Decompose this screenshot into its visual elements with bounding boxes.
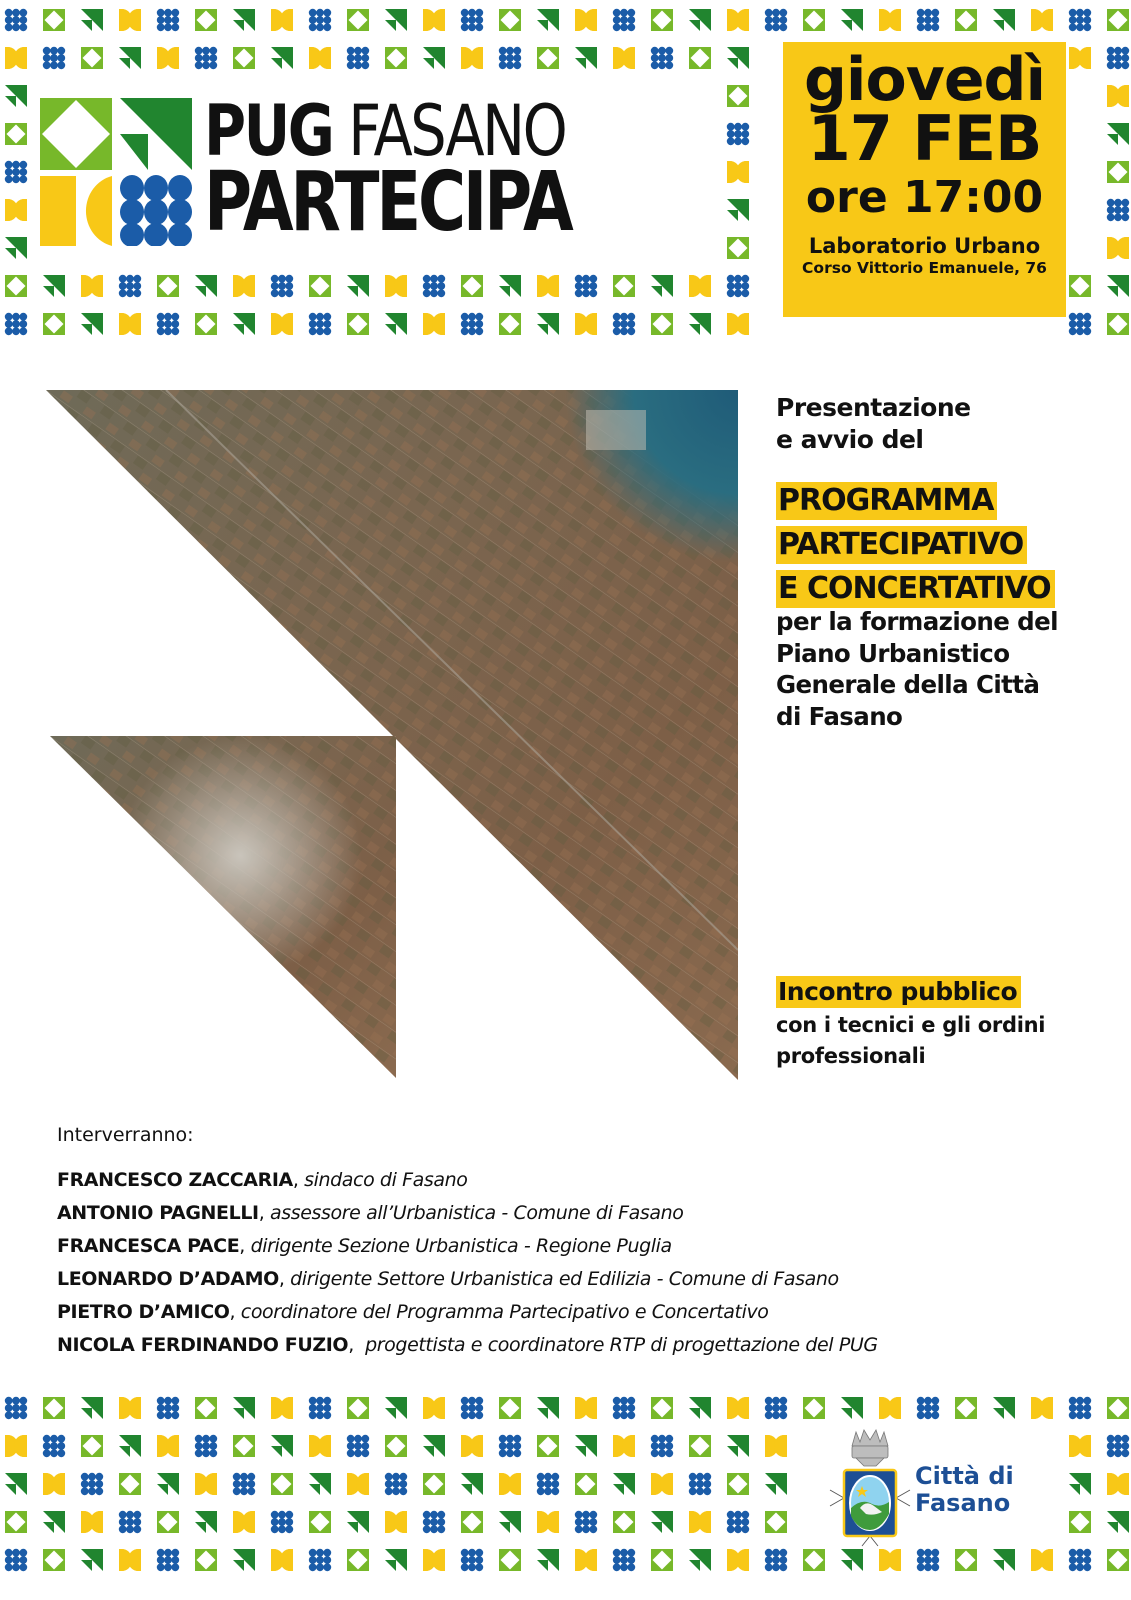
dots-tile-icon [613, 313, 635, 335]
diamond-tile-icon [1107, 9, 1129, 31]
purpose-line-3: Generale della Città [776, 670, 1040, 699]
bowtie-tile-icon [81, 275, 103, 297]
bowtie-tile-icon [499, 1473, 521, 1495]
diamond-tile-icon [43, 313, 65, 335]
dots-tile-icon [119, 275, 141, 297]
diamond-tile-icon [5, 123, 27, 145]
dots-tile-icon [157, 313, 179, 335]
diamond-tile-icon [803, 1549, 825, 1571]
triangle-tile-icon [347, 1511, 369, 1533]
dots-tile-icon [461, 1397, 483, 1419]
dots-tile-icon [5, 1397, 27, 1419]
dots-tile-icon [271, 1511, 293, 1533]
diamond-tile-icon [347, 313, 369, 335]
triangle-tile-icon [727, 199, 749, 221]
diamond-tile-icon [43, 1549, 65, 1571]
bowtie-tile-icon [233, 1511, 255, 1533]
dots-tile-icon [347, 1435, 369, 1457]
dots-tile-icon [5, 9, 27, 31]
bowtie-tile-icon [271, 313, 293, 335]
diamond-tile-icon [803, 9, 825, 31]
triangle-tile-icon [1107, 1511, 1129, 1533]
speakers-heading: Interverranno: [57, 1124, 194, 1146]
dots-tile-icon [613, 1397, 635, 1419]
dots-tile-icon [157, 1397, 179, 1419]
speakers-section [57, 1124, 878, 1362]
speaker-role: coordinatore del Programma Partecipativo e Concertativo [240, 1301, 769, 1323]
bowtie-tile-icon [423, 1397, 445, 1419]
bowtie-tile-icon [575, 9, 597, 31]
triangle-tile-icon [385, 1397, 407, 1419]
bowtie-tile-icon [1107, 237, 1129, 259]
bowtie-tile-icon [613, 47, 635, 69]
bowtie-tile-icon [309, 1435, 331, 1457]
triangle-tile-icon [689, 1397, 711, 1419]
dots-tile-icon [120, 175, 192, 246]
bowtie-tile-icon [689, 1511, 711, 1533]
triangle-tile-icon [195, 275, 217, 297]
dots-tile-icon [271, 275, 293, 297]
event-date-box [783, 42, 1066, 317]
triangle-tile-icon [233, 1549, 255, 1571]
triangle-tile-icon [81, 1549, 103, 1571]
speaker-role: sindaco di Fasano [304, 1169, 468, 1191]
diamond-tile-icon [461, 1511, 483, 1533]
diamond-tile-icon [955, 1397, 977, 1419]
diamond-tile-icon [1107, 1549, 1129, 1571]
triangle-tile-icon [157, 1473, 179, 1495]
triangle-tile-icon [5, 237, 27, 259]
dots-tile-icon [309, 1397, 331, 1419]
dots-tile-icon [613, 1549, 635, 1571]
bowtie-tile-icon [537, 1511, 559, 1533]
speaker-role: dirigente Sezione Urbanistica - Regione Puglia [250, 1235, 672, 1257]
bowtie-tile-icon [119, 1397, 141, 1419]
bowtie-tile-icon [271, 1397, 293, 1419]
dots-tile-icon [575, 1511, 597, 1533]
diamond-tile-icon [689, 47, 711, 69]
dots-tile-icon [651, 47, 673, 69]
triangle-tile-icon [993, 1549, 1015, 1571]
title-line-2: PARTECIPA [204, 155, 571, 250]
speaker-row: ANTONIO PAGNELLI, assessore all’Urbanistica - Comune di Fasano [57, 1202, 684, 1224]
triangle-tile-icon [233, 313, 255, 335]
dots-tile-icon [309, 313, 331, 335]
diamond-tile-icon [271, 1473, 293, 1495]
dots-tile-icon [1107, 47, 1129, 69]
diamond-tile-icon [157, 1511, 179, 1533]
diamond-tile-icon [613, 275, 635, 297]
bowtie-tile-icon [157, 47, 179, 69]
bowtie-tile-icon [727, 9, 749, 31]
speaker-row: LEONARDO D’ADAMO, dirigente Settore Urbanistica ed Edilizia - Comune di Fasano [57, 1268, 839, 1290]
bowtie-tile-icon [1031, 1549, 1053, 1571]
diamond-tile-icon [309, 275, 331, 297]
diamond-tile-icon [119, 1473, 141, 1495]
diamond-tile-icon [537, 47, 559, 69]
triangle-tile-icon [537, 1549, 559, 1571]
dots-tile-icon [119, 1511, 141, 1533]
diamond-tile-icon [651, 313, 673, 335]
bowtie-tile-icon [271, 1549, 293, 1571]
diamond-tile-icon [5, 1511, 27, 1533]
triangle-tile-icon [499, 275, 521, 297]
diamond-tile-icon [347, 1397, 369, 1419]
bowtie-tile-icon [575, 313, 597, 335]
bowtie-tile-icon [385, 275, 407, 297]
dots-tile-icon [765, 1397, 787, 1419]
page-title [204, 90, 662, 250]
triangle-tile-icon [537, 9, 559, 31]
speaker-row: FRANCESCA PACE, dirigente Sezione Urbanistica - Regione Puglia [57, 1235, 672, 1257]
bowtie-tile-icon [423, 313, 445, 335]
dots-tile-icon [575, 275, 597, 297]
triangle-tile-icon [1107, 275, 1129, 297]
bowtie-tile-icon [879, 1397, 901, 1419]
city-name-line-2: Fasano [915, 1489, 1011, 1517]
diamond-tile-icon [1107, 161, 1129, 183]
program-title [776, 480, 1055, 612]
title-light: FASANO [348, 90, 566, 172]
purpose-line-2: Piano Urbanistico [776, 638, 1010, 668]
diamond-tile-icon [727, 237, 749, 259]
triangle-tile-icon [81, 1397, 103, 1419]
event-date: 17 FEB [807, 102, 1042, 175]
dots-tile-icon [727, 123, 749, 145]
meeting-subtitle [776, 1010, 1045, 1072]
triangle-tile-icon [309, 1473, 331, 1495]
bowtie-tile-icon [119, 313, 141, 335]
dots-tile-icon [309, 9, 331, 31]
triangle-tile-icon [689, 1549, 711, 1571]
dots-tile-icon [917, 9, 939, 31]
triangle-tile-icon [575, 1435, 597, 1457]
city-name-line-1: Città di [915, 1462, 1014, 1490]
triangle-tile-icon [1069, 1473, 1091, 1495]
diamond-tile-icon [43, 1397, 65, 1419]
triangle-tile-icon [423, 1435, 445, 1457]
diamond-tile-icon [1069, 275, 1091, 297]
bowtie-tile-icon [157, 1435, 179, 1457]
triangle-tile-icon [423, 47, 445, 69]
triangle-tile-icon [385, 313, 407, 335]
bowtie-tile-icon [575, 1397, 597, 1419]
speaker-name: FRANCESCO ZACCARIA [57, 1169, 293, 1191]
diamond-tile-icon [233, 47, 255, 69]
speaker-row: FRANCESCO ZACCARIA, sindaco di Fasano [57, 1169, 468, 1191]
diamond-tile-icon [499, 313, 521, 335]
diamond-tile-icon [537, 1435, 559, 1457]
meeting-title-text: Incontro pubblico [776, 976, 1021, 1008]
dots-tile-icon [309, 1549, 331, 1571]
triangle-tile-icon [120, 98, 192, 170]
program-line-3: E CONCERTATIVO [776, 570, 1055, 608]
program-line-1: PROGRAMMA [776, 482, 997, 520]
dots-tile-icon [461, 1549, 483, 1571]
bowtie-tile-icon [43, 1473, 65, 1495]
dots-tile-icon [727, 1511, 749, 1533]
bowtie-tile-icon [81, 1511, 103, 1533]
bowtie-tile-icon [423, 1549, 445, 1571]
triangle-tile-icon [5, 85, 27, 107]
diamond-tile-icon [955, 9, 977, 31]
bowtie-tile-icon [309, 47, 331, 69]
diamond-tile-icon [5, 275, 27, 297]
diamond-tile-icon [195, 9, 217, 31]
diamond-tile-icon [423, 1473, 445, 1495]
dots-tile-icon [5, 161, 27, 183]
intro-text [776, 392, 971, 456]
satellite-small-triangle [50, 736, 396, 1078]
triangle-tile-icon [689, 313, 711, 335]
triangle-tile-icon [385, 9, 407, 31]
intro-line-1: Presentazione [776, 393, 971, 422]
dots-tile-icon [917, 1549, 939, 1571]
speaker-role: progettista e coordinatore RTP di progettazione del PUG [365, 1334, 878, 1356]
bowtie-tile-icon [347, 1473, 369, 1495]
bowtie-tile-icon [727, 161, 749, 183]
triangle-tile-icon [613, 1473, 635, 1495]
triangle-tile-icon [993, 1397, 1015, 1419]
dots-tile-icon [195, 47, 217, 69]
meeting-title [776, 976, 1021, 1008]
bowtie-tile-icon [461, 47, 483, 69]
dots-tile-icon [385, 1473, 407, 1495]
diamond-tile-icon [499, 1397, 521, 1419]
dots-tile-icon [5, 1549, 27, 1571]
dots-tile-icon [765, 9, 787, 31]
diamond-tile-icon [81, 1435, 103, 1457]
bowtie-tile-icon [727, 1549, 749, 1571]
dots-tile-icon [43, 1435, 65, 1457]
dots-tile-icon [651, 1435, 673, 1457]
triangle-tile-icon [385, 1549, 407, 1571]
bowtie-tile-icon [1107, 85, 1129, 107]
dots-tile-icon [157, 9, 179, 31]
program-line-2: PARTECIPATIVO [776, 526, 1027, 564]
triangle-tile-icon [119, 47, 141, 69]
meeting-line-1: con i tecnici e gli ordini [776, 1013, 1046, 1037]
triangle-tile-icon [81, 9, 103, 31]
diamond-tile-icon [1069, 1511, 1091, 1533]
triangle-tile-icon [347, 275, 369, 297]
triangle-tile-icon [537, 313, 559, 335]
dots-tile-icon [689, 1473, 711, 1495]
speaker-name: PIETRO D’AMICO [57, 1301, 230, 1323]
triangle-tile-icon [765, 1473, 787, 1495]
triangle-tile-icon [993, 9, 1015, 31]
triangle-tile-icon [537, 1397, 559, 1419]
diamond-tile-icon [195, 1397, 217, 1419]
bowtie-tile-icon [195, 1473, 217, 1495]
dots-tile-icon [1069, 9, 1091, 31]
dots-tile-icon [157, 1549, 179, 1571]
dots-tile-icon [613, 9, 635, 31]
dots-tile-icon [1107, 1435, 1129, 1457]
dots-tile-icon [499, 1435, 521, 1457]
bowtie-tile-icon [233, 275, 255, 297]
dots-tile-icon [195, 1435, 217, 1457]
diamond-tile-icon [385, 1435, 407, 1457]
diamond-tile-icon [43, 9, 65, 31]
triangle-tile-icon [727, 47, 749, 69]
dots-tile-icon [1069, 313, 1091, 335]
triangle-tile-icon [233, 9, 255, 31]
bowtie-tile-icon [879, 9, 901, 31]
bowtie-tile-icon [5, 47, 27, 69]
bowtie-tile-icon [537, 275, 559, 297]
event-venue: Laboratorio Urbano [808, 234, 1041, 258]
triangle-tile-icon [271, 47, 293, 69]
triangle-tile-icon [5, 1473, 27, 1495]
bowtie-tile-icon [1069, 1435, 1091, 1457]
diamond-tile-icon [157, 275, 179, 297]
title-bold: PUG [204, 90, 333, 172]
diamond-tile-icon [461, 275, 483, 297]
diamond-tile-icon [385, 47, 407, 69]
bowtie-tile-icon [1107, 1473, 1129, 1495]
dots-tile-icon [423, 275, 445, 297]
triangle-tile-icon [43, 1511, 65, 1533]
bowtie-tile-icon [1069, 47, 1091, 69]
city-name [915, 1463, 1014, 1517]
meeting-line-2: professionali [776, 1044, 926, 1068]
diamond-tile-icon [651, 1549, 673, 1571]
diamond-tile-icon [803, 1397, 825, 1419]
bowtie-tile-icon [423, 9, 445, 31]
bowtie-tile-icon [727, 313, 749, 335]
diamond-tile-icon [727, 85, 749, 107]
speaker-role: assessore all’Urbanistica - Comune di Fasano [269, 1202, 684, 1224]
satellite-image [46, 390, 738, 1080]
dots-tile-icon [347, 47, 369, 69]
triangle-tile-icon [43, 275, 65, 297]
diamond-tile-icon [955, 1549, 977, 1571]
triangle-tile-icon [461, 1473, 483, 1495]
purpose-line-4: di Fasano [776, 701, 903, 731]
bowtie-tile-icon [765, 1435, 787, 1457]
bowtie-tile-icon [727, 1397, 749, 1419]
diamond-tile-icon [347, 1549, 369, 1571]
dots-tile-icon [1107, 199, 1129, 221]
triangle-tile-icon [575, 47, 597, 69]
diamond-tile-icon [195, 1549, 217, 1571]
bowtie-tile-icon [613, 1435, 635, 1457]
diamond-tile-icon [347, 9, 369, 31]
bowtie-tile-icon [385, 1511, 407, 1533]
triangle-tile-icon [195, 1511, 217, 1533]
speaker-name: ANTONIO PAGNELLI [57, 1202, 259, 1224]
dots-tile-icon [81, 1473, 103, 1495]
bowtie-tile-icon [119, 1549, 141, 1571]
speaker-role: dirigente Settore Urbanistica ed Edilizia - Comune di Fasano [290, 1268, 839, 1290]
speaker-name: LEONARDO D’ADAMO [57, 1268, 279, 1290]
diamond-tile-icon [195, 313, 217, 335]
diamond-tile-icon [613, 1511, 635, 1533]
triangle-tile-icon [651, 1511, 673, 1533]
purpose-line-1: per la formazione del [776, 607, 1058, 636]
bowtie-tile-icon [40, 176, 112, 246]
triangle-tile-icon [271, 1435, 293, 1457]
bowtie-tile-icon [651, 1473, 673, 1495]
triangle-tile-icon [727, 1435, 749, 1457]
intro-line-2: e avvio del [776, 425, 924, 454]
bowtie-tile-icon [119, 9, 141, 31]
diamond-tile-icon [651, 9, 673, 31]
bowtie-tile-icon [689, 275, 711, 297]
bowtie-tile-icon [271, 9, 293, 31]
bowtie-tile-icon [1031, 1397, 1053, 1419]
dots-tile-icon [727, 275, 749, 297]
triangle-tile-icon [1107, 123, 1129, 145]
triangle-tile-icon [689, 9, 711, 31]
dots-tile-icon [423, 1511, 445, 1533]
triangle-tile-icon [119, 1435, 141, 1457]
dots-tile-icon [461, 313, 483, 335]
coat-of-arms-icon [828, 1428, 912, 1558]
dots-tile-icon [537, 1473, 559, 1495]
diamond-tile-icon [689, 1435, 711, 1457]
dots-tile-icon [233, 1473, 255, 1495]
diamond-tile-icon [309, 1511, 331, 1533]
speaker-row: PIETRO D’AMICO, coordinatore del Programma Partecipativo e Concertativo [57, 1301, 769, 1323]
purpose-text [776, 606, 1058, 732]
diamond-tile-icon [81, 47, 103, 69]
dots-tile-icon [765, 1549, 787, 1571]
speaker-row: NICOLA FERDINANDO FUZIO, progettista e coordinatore RTP di progettazione del PUG [57, 1334, 878, 1356]
triangle-tile-icon [81, 313, 103, 335]
dots-tile-icon [461, 9, 483, 31]
diamond-tile-icon [1107, 313, 1129, 335]
diamond-tile-icon [499, 1549, 521, 1571]
triangle-tile-icon [499, 1511, 521, 1533]
event-time: ore 17:00 [805, 172, 1044, 223]
dots-tile-icon [1069, 1549, 1091, 1571]
bowtie-tile-icon [575, 1549, 597, 1571]
diamond-tile-icon [233, 1435, 255, 1457]
diamond-tile-icon [765, 1511, 787, 1533]
dots-tile-icon [5, 313, 27, 335]
diamond-tile-icon [499, 9, 521, 31]
pug-logo-mark [40, 98, 192, 246]
diamond-tile-icon [575, 1473, 597, 1495]
diamond-tile-icon [727, 1473, 749, 1495]
triangle-tile-icon [841, 9, 863, 31]
bowtie-tile-icon [5, 199, 27, 221]
triangle-tile-icon [233, 1397, 255, 1419]
diamond-tile-icon [1107, 1397, 1129, 1419]
diamond-tile-icon [651, 1397, 673, 1419]
bowtie-tile-icon [5, 1435, 27, 1457]
bowtie-tile-icon [461, 1435, 483, 1457]
triangle-tile-icon [651, 275, 673, 297]
event-day: giovedì [803, 45, 1046, 115]
diamond-tile-icon [40, 98, 112, 170]
dots-tile-icon [43, 47, 65, 69]
dots-tile-icon [917, 1397, 939, 1419]
dots-tile-icon [1069, 1397, 1091, 1419]
triangle-tile-icon [841, 1397, 863, 1419]
bowtie-tile-icon [1031, 9, 1053, 31]
dots-tile-icon [499, 47, 521, 69]
event-address: Corso Vittorio Emanuele, 76 [802, 259, 1047, 278]
speaker-name: NICOLA FERDINANDO FUZIO [57, 1334, 349, 1356]
speaker-name: FRANCESCA PACE [57, 1235, 240, 1257]
